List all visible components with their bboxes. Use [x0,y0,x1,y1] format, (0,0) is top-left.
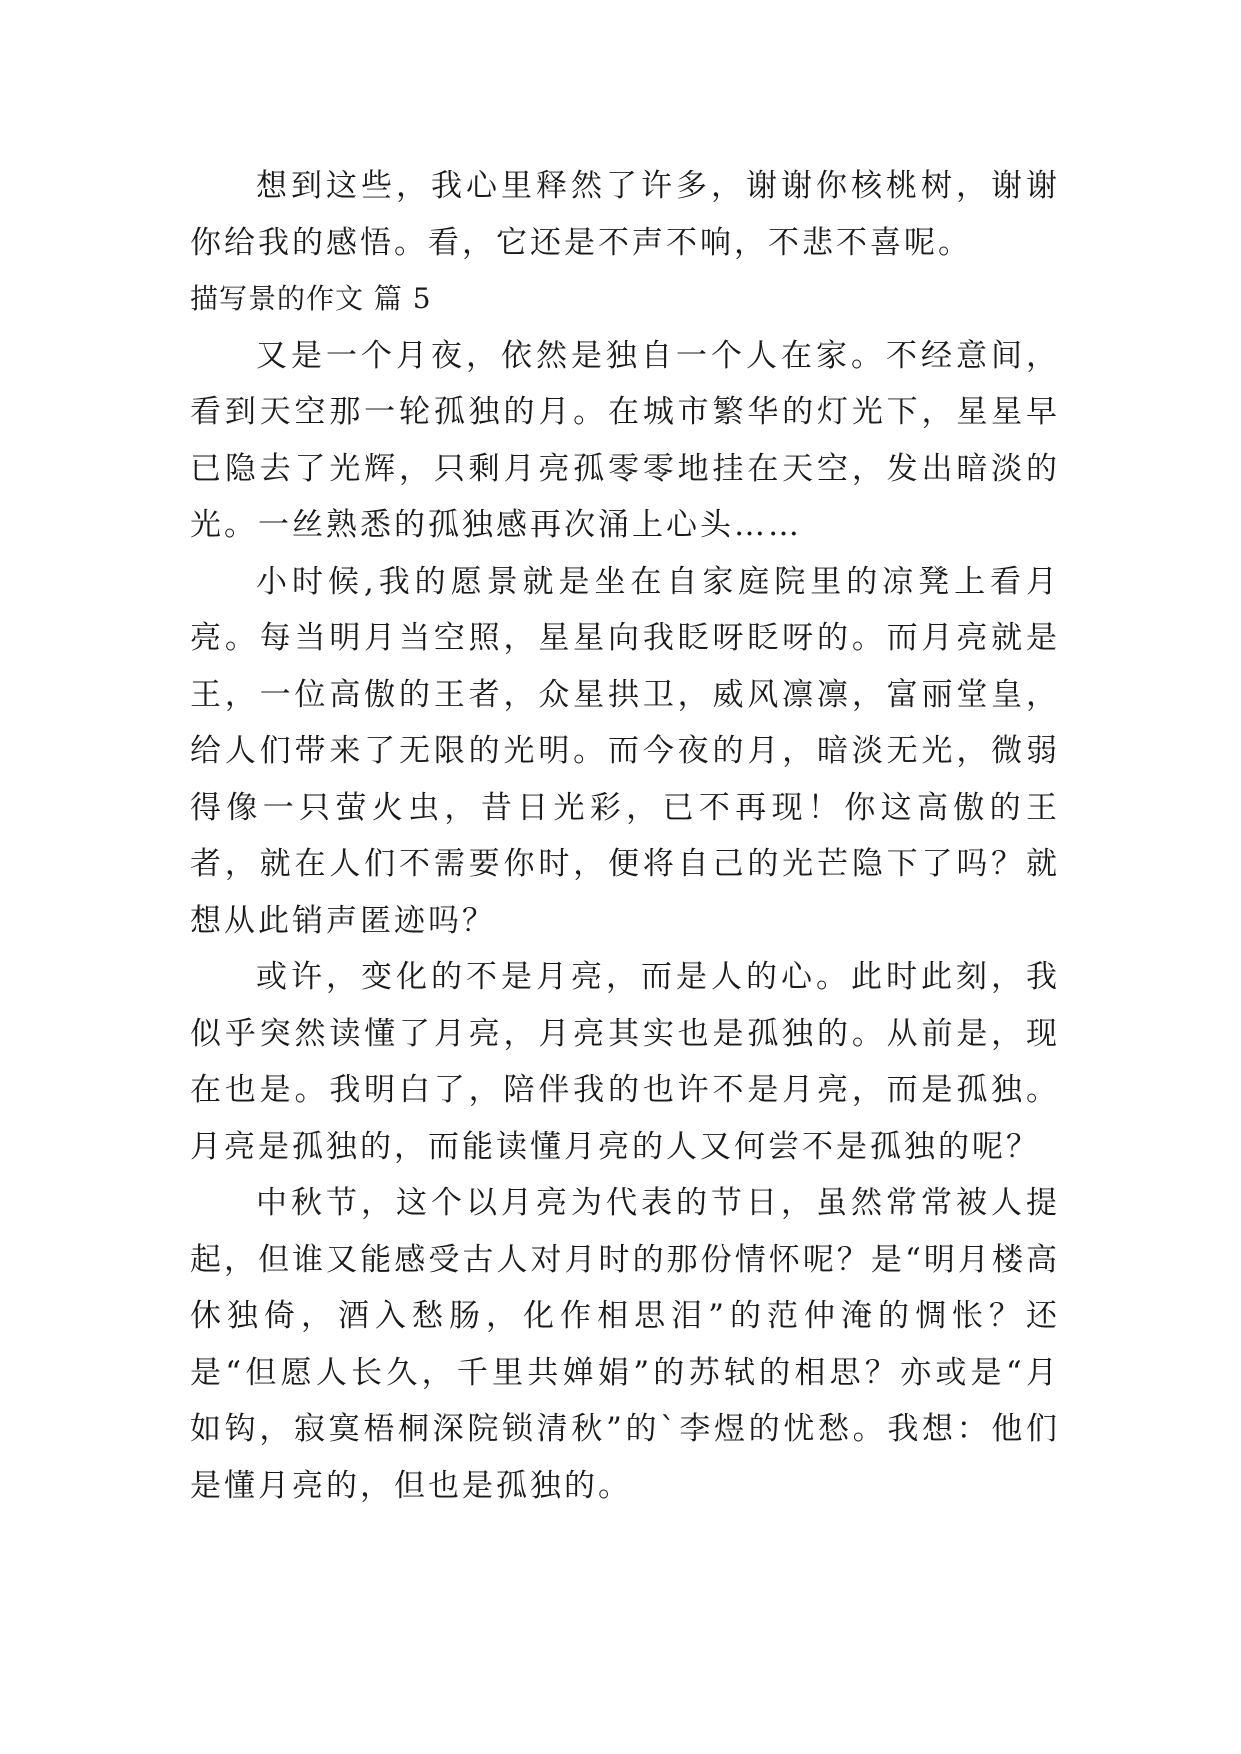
paragraph-4: 中秋节，这个以月亮为代表的节日，虽然常常被人提起，但谁又能感受古人对月时的那份情怀呢？是“明月楼高休独倚，酒入愁肠，化作相思泪”的范仲淹的惆怅？还是“但愿人长久，千里共婵娟”的苏轼的相思？亦或是“月如钩，寂寞梧桐深院锁清秋”的`李煜的忧愁。我想：他们是懂月亮的，但也是孤独的。 [190,1185,1060,1504]
document-body [190,158,1060,1514]
paragraph-1: 又是一个月夜，依然是独自一个人在家。不经意间，看到天空那一轮孤独的月。在城市繁华的灯光下，星星早已隐去了光辉，只剩月亮孤零零地挂在天空，发出暗淡的光。一丝熟悉的孤独感再次涌上心头…… [190,337,1060,543]
paragraph-3: 或许，变化的不是月亮，而是人的心。此时此刻，我似乎突然读懂了月亮，月亮其实也是孤独的。从前是，现在也是。我明白了，陪伴我的也许不是月亮，而是孤独。月亮是孤独的，而能读懂月亮的人又何尝不是孤独的呢？ [190,959,1060,1165]
section-heading: 描写景的作文 篇 5 [190,282,432,315]
paragraph-intro: 想到这些，我心里释然了许多，谢谢你核桃树，谢谢你给我的感悟。看，它还是不声不响，不悲不喜呢。 [190,168,1060,261]
paragraph-2: 小时候,我的愿景就是坐在自家庭院里的凉凳上看月亮。每当明月当空照，星星向我眨呀眨呀的。而月亮就是王，一位高傲的王者，众星拱卫，威风凛凛，富丽堂皇，给人们带来了无限的光明。而今夜的月，暗淡无光，微弱得像一只萤火虫，昔日光彩，已不再现！你这高傲的王者，就在人们不需要你时，便将自己的光芒隐下了吗？就想从此销声匿迹吗？ [190,563,1060,939]
